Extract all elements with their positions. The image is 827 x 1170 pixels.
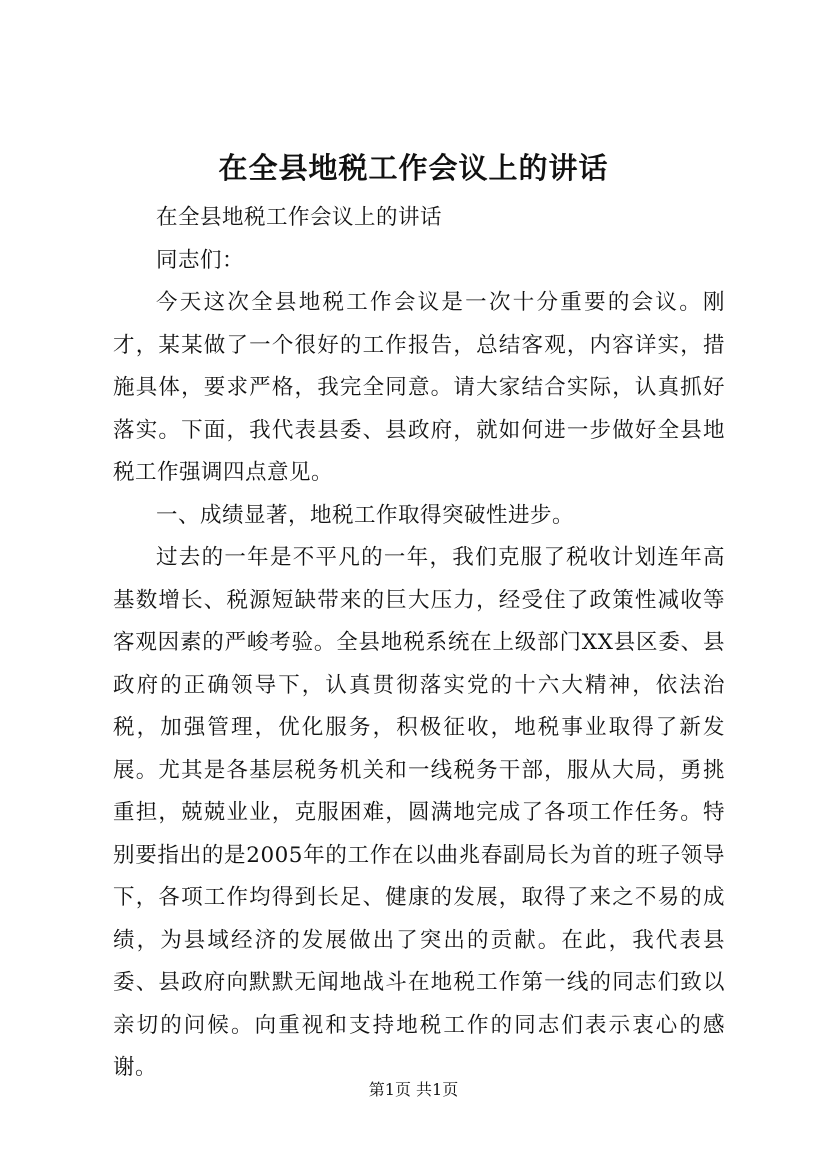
document-title: 在全县地税工作会议上的讲话 [218,151,609,185]
document-body [113,197,725,1090]
intro-paragraph: 今天这次全县地税工作会议是一次十分重要的会议。刚才，某某做了一个很好的工作报告，总结客观，内容详实，措施具体，要求严格，我完全同意。请大家结合实际，认真抓好落实。下面，我代表县委、县政府，就如何进一步做好全县地税工作强调四点意见。 [113,290,725,485]
section-heading: 一、成绩显著，地税工作取得突破性进步。 [156,502,575,528]
salutation-paragraph: 同志们： [156,247,245,273]
subtitle-paragraph: 在全县地税工作会议上的讲话 [156,205,443,230]
page-footer: 第1页 共1页 [368,1080,459,1099]
body-paragraph: 过去的一年是不平凡的一年，我们克服了税收计划连年高基数增长、税源短缺带来的巨大压力，经受住了政策性减收等客观因素的严峻考验。全县地税系统在上级部门XX县区委、县政府的正确领导下，认真贯彻落实党的十六大精神，依法治税，加强管理，优化服务，积极征收，地税事业取得了新发展。尤其是各基层税务机关和一线税务干部，服从大局，勇挑重担，兢兢业业，克服困难，圆满地完成了各项工作任务。特别要指出的是2005年的工作在以曲兆春副局长为首的班子领导下，各项工作均得到长足、健康的发展，取得了来之不易的成绩，为县域经济的发展做出了突出的贡献。在此，我代表县委、县政府向默默无闻地战斗在地税工作第一线的同志们致以亲切的问候。向重视和支持地税工作的同志们表示衷心的感谢。 [113,545,725,1080]
